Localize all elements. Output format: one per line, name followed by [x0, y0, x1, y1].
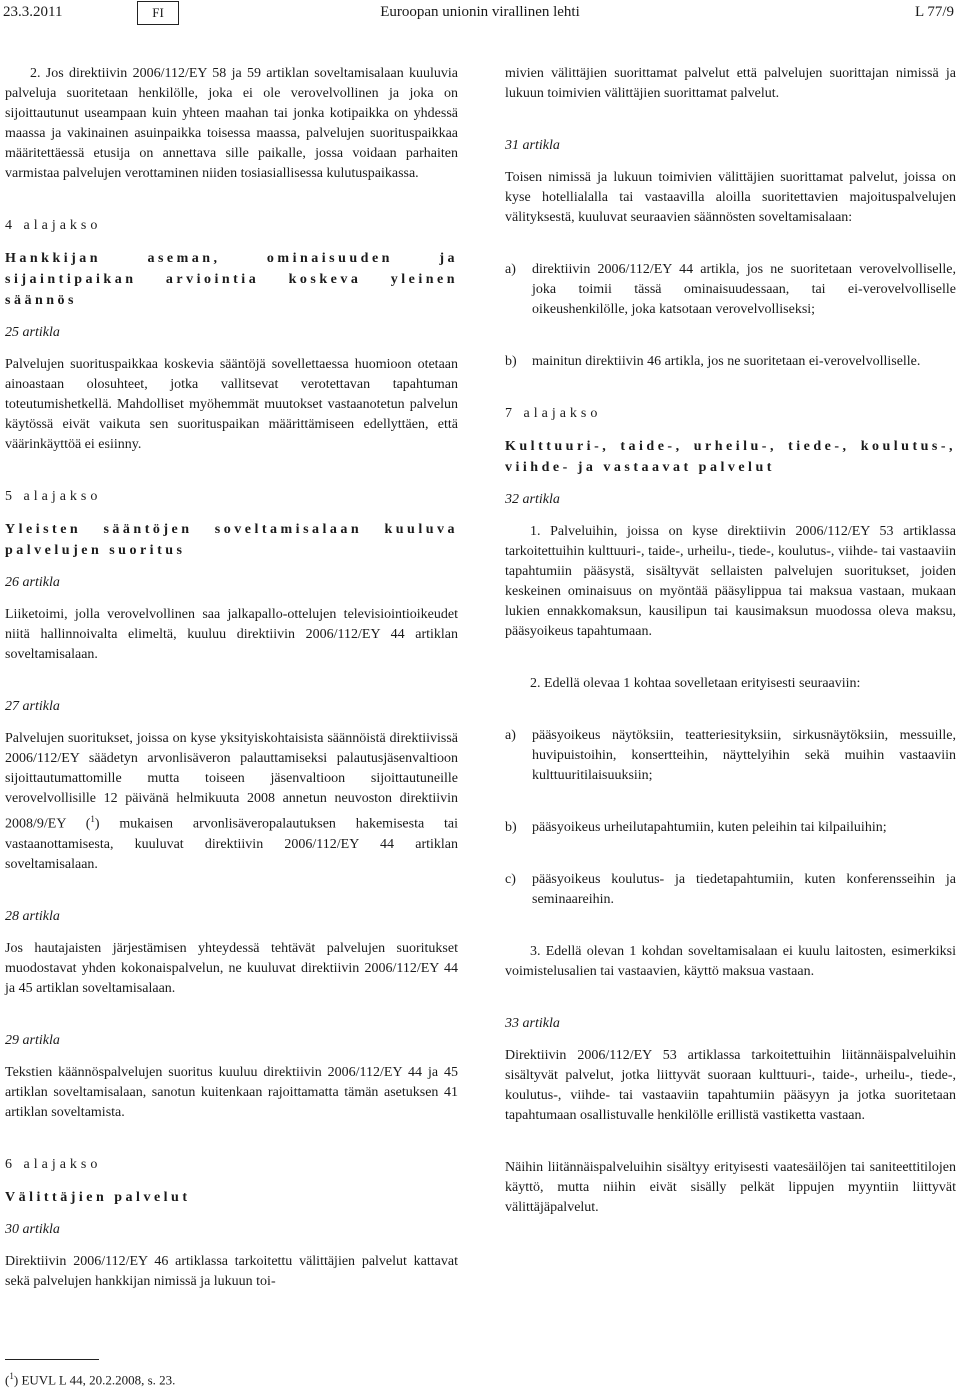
article-31-heading: 31 artikla	[505, 138, 560, 153]
article-30-text: Direktiivin 2006/112/EY 46 artiklassa tarkoitettu välittäjien palvelut kattavat sekä palvelujen hankkijan nimissä ja lukuun toi-	[5, 1253, 458, 1289]
list-item: a) pääsyoikeus näytöksiin, teatteriesityksiin, sirkusnäytöksiin, messuille, huvipuistoihin, konsertteihin, näyttelyihin sekä muihin vastaaviin kulttuuritilaisuuksiin;	[505, 728, 956, 783]
list-item: c) pääsyoikeus koulutus- ja tiedetapahtumiin, kuten konferensseihin ja seminaareihin.	[505, 872, 956, 907]
section-7-title: Kulttuuri-, taide-, urheilu-, tiede-, koulutus-, viihde- ja vastaavat palvelut	[505, 439, 956, 475]
article-31-text: Toisen nimissä ja lukuun toimivien välittäjien suorittamat palvelut, joissa on kyse hotellialalla tai vastaavilla aloilla suoritettavien majoituspalvelujen välityksestä, kuuluvat seuraavien säännösten soveltamisalaan:	[505, 170, 956, 225]
right-column	[505, 64, 956, 1218]
article-26-text: Liiketoimi, jolla verovelvollinen saa jalkapallo-ottelujen televisiointioikeudet niitä hallinnoivalta elimeltä, kuuluu direktiivin 2006/112/EY 44 artiklan soveltamisalaan.	[5, 607, 458, 662]
article-32-para-2: 2. Edellä olevaa 1 kohtaa sovelletaan erityisesti seuraaviin:	[530, 676, 861, 691]
footnote: ($^1$) EUVL L 44, 20.2.2008, s. 23.	[5, 1371, 176, 1388]
section-6-title: Välittäjien palvelut	[5, 1189, 191, 1205]
article-25-heading: 25 artikla	[5, 325, 60, 340]
footnote-ref[interactable]: 1	[90, 814, 95, 824]
footnote-divider	[5, 1359, 99, 1360]
section-7-label: 7 alajakso	[505, 406, 602, 421]
article-32-para-3: 3. Edellä olevan 1 kohdan soveltamisalaan ei kuulu laitosten, esimerkiksi voimistelusalien tai vastaavien, käyttö maksua vastaan.	[505, 944, 956, 979]
left-column	[5, 64, 458, 1292]
article-28-heading: 28 artikla	[5, 908, 60, 924]
article-32-para-1: 1. Palveluihin, joissa on kyse direktiivin 2006/112/EY 53 artiklassa tarkoitettuihin kulttuuri-, taide-, urheilu-, tiede-, koulutus-, viihde- tai vastaaviin tapahtumiin pääsystä, sisältyvät sellaisten palvelujen suoritukset, joiden keskeinen ominaisuus on myöntää pääsylippua tai maksua vastaan, mukaan lukien ennakkomaksun, kausilipun tai kausimaksun muodossa oleva maksu, pääsyoikeus tapahtumaan.	[505, 524, 956, 639]
section-5-label: 5 alajakso	[5, 489, 102, 504]
publication-date: 23.3.2011	[3, 4, 63, 20]
list-item: a) direktiivin 2006/112/EY 44 artikla, jos ne suoritetaan verovelvolliselle, joka toimii tässä ominaisuudessaan, tai ei-verovelvolliselle oikeushenkilölle, joka katsotaan verovelvolliseksi;	[505, 262, 956, 317]
article-28-text: Jos hautajaisten järjestämisen yhteydessä tehtävät palvelujen suoritukset muodostavat yhden kokonaispalvelun, ne kuuluvat direktiivin 2006/112/EY 44 ja 45 artiklan soveltamisalaan.	[5, 940, 458, 996]
section-5-title: Yleisten sääntöjen soveltamisalaan kuuluva palvelujen suoritus	[5, 522, 458, 558]
journal-title: Euroopan unionin virallinen lehti	[380, 4, 580, 20]
article-27-heading: 27 artikla	[5, 699, 60, 714]
article-33-para-2: Näihin liitännäispalveluihin sisältyy erityisesti vaatesäilöjen tai saniteettitilojen käyttö, mutta niihin eivät sisälly pelkät lippujen myyntiin liittyvät välittäjäpalvelut.	[505, 1160, 956, 1215]
article-27-text: Palvelujen suoritukset, joissa on kyse yksityiskohtaisista säännöistä direktiivissä 2006/112/EY säädetyn arvonlisäveron palauttamiseksi palautusjäsenvaltioon sijoittautumattomille mutta toiseen jäsenvaltioon sijoittautuneille verovelvollisille 12 päivänä helmikuuta 2008 annetun neuvoston direktiivin 2008/9/EY ($^1$) mukaisen arvonlisäveropalautuksen hakemisesta tai vastaanottamisesta, kuuluvat direktiivin 2006/112/EY 44 artiklan soveltamisalaan.	[5, 731, 458, 872]
list-item: b) mainitun direktiivin 46 artikla, jos ne suoritetaan ei-verovelvolliselle.	[505, 354, 921, 369]
article-30-heading: 30 artikla	[5, 1221, 60, 1237]
article-26-heading: 26 artikla	[5, 575, 60, 590]
section-6-label: 6 alajakso	[5, 1156, 102, 1172]
section-4-label: 4 alajakso	[5, 218, 102, 233]
article-30-continuation: mivien välittäjien suorittamat palvelut että palvelujen suorittajan nimissä ja lukuun toimivien välittäjien suorittamat palvelut.	[505, 66, 956, 101]
article-32-heading: 32 artikla	[505, 492, 560, 507]
language-badge: FI	[137, 1, 179, 25]
article-33-heading: 33 artikla	[505, 1016, 560, 1031]
article-25-text: Palvelujen suorituspaikkaa koskevia sääntöjä sovellettaessa huomioon otetaan ainoastaan olosuhteet, jotka vallitsevat verotettavan tapahtuman toteutumishetkellä. Mahdolliset myöhemmät muutokset vastaanotetun palvelun käytössä eivät vaikuta sen suorituspaikan määrittämiseen edellyttäen, että väärinkäyttöä ei esiinny.	[5, 357, 458, 452]
page-number: L 77/9	[914, 4, 954, 20]
section-4-title: Hankkijan aseman, ominaisuuden ja sijaintipaikan arviointia koskeva yleinen säännös	[5, 251, 458, 308]
article-33-para-1: Direktiivin 2006/112/EY 53 artiklassa tarkoitettuihin liitännäispalveluihin sisältyvät palvelut, jotka liittyvät suoraan kulttuuri-, taide-, urheilu-, tiede-, koulutus-, viihde- tai vastaaviin tapahtumiin pääsyyn ja jotka suoritetaan tapahtumaan osallistuvalle henkilölle erillistä vastiketta vastaan.	[505, 1048, 956, 1123]
paragraph-2: 2. Jos direktiivin 2006/112/EY 58 ja 59 artiklan soveltamisalaan kuuluvia palveluja suoritetaan henkilölle, joka ei ole verovelvollinen ja joka on sijoittautunut useampaan kuin yhteen maahan tai jonka kotipaikka on yhdessä maassa ja vakinainen asuinpaikka toisessa maassa, palvelujen suorituspaikkaa määritettäessä etusija on annettava sille paikalle, jossa voidaan parhaiten varmistaa palvelujen verottaminen niiden tosiasiallisessa kulutuspaikassa.	[5, 66, 458, 181]
article-29-heading: 29 artikla	[5, 1032, 60, 1048]
page-header	[0, 0, 960, 34]
list-item: b) pääsyoikeus urheilutapahtumiin, kuten peleihin tai kilpailuihin;	[505, 820, 887, 835]
article-29-text: Tekstien käännöspalvelujen suoritus kuuluu direktiivin 2006/112/EY 44 ja 45 artiklan soveltamisalaan, sanotun kuitenkaan rajoittamatta tämän asetuksen 41 artiklan soveltamista.	[5, 1064, 458, 1120]
